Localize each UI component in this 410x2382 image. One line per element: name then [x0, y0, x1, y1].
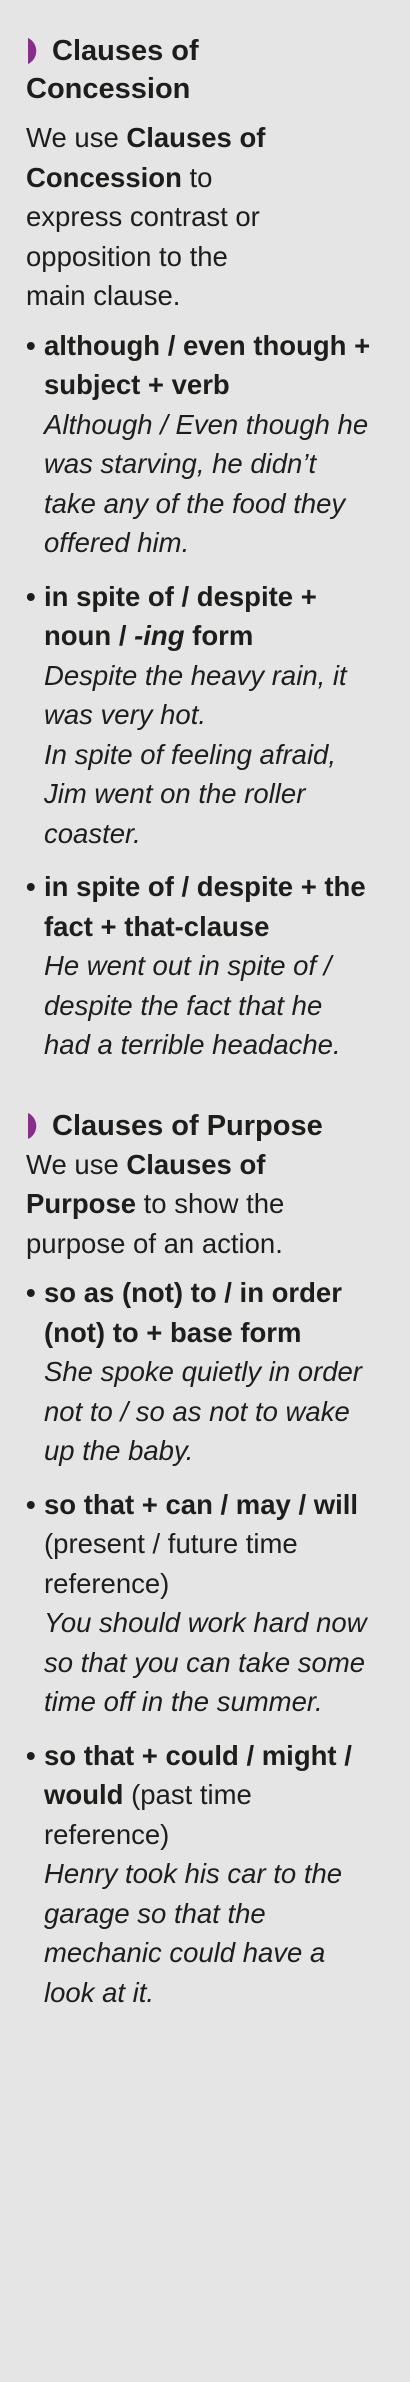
rule-part: in spite of / despite + noun / — [44, 580, 317, 651]
bullet-icon: • — [26, 329, 36, 361]
rule-text: in spite of / despite + the fact + that-clause — [44, 871, 366, 942]
rule-note: (past time reference) — [44, 1779, 252, 1850]
purpose-rules-list — [26, 1273, 410, 2012]
example-text: In spite of feeling afraid, Jim went on the roller coaster. — [44, 738, 336, 849]
list-item — [26, 1273, 374, 1471]
purpose-heading-text: Clauses of Purpose — [52, 1109, 323, 1142]
rule-text: although / even though + subject + verb — [44, 329, 371, 400]
rule-note: (present / future time reference) — [44, 1528, 298, 1599]
rule-text: so that + could / might / would — [44, 1739, 352, 1810]
rule-text — [44, 581, 317, 652]
list-item — [26, 326, 374, 563]
rule-part-italic: -ing — [134, 620, 185, 651]
intro-term: Clauses of Purpose — [26, 1148, 266, 1219]
example-text: He went out in spite of / despite the fact that he had a terrible headache. — [44, 950, 341, 1060]
concession-heading-text: Clauses of — [52, 35, 199, 67]
example-text: She spoke quietly in order not to / so as not to wake up the baby. — [44, 1356, 362, 1466]
intro-text: to express contrast or opposition to the main clause. — [26, 161, 260, 311]
list-item — [26, 577, 374, 854]
concession-section — [26, 32, 410, 1065]
list-item — [26, 1485, 374, 1722]
purpose-intro — [26, 1145, 326, 1264]
rule-text: so as (not) to / in order (not) to + base form — [44, 1277, 342, 1348]
example-text: You should work hard now so that you can take some time off in the summer. — [44, 1607, 367, 1717]
example-text: Despite the heavy rain, it was very hot. — [44, 659, 347, 730]
heading-marker-icon — [26, 1113, 38, 1139]
purpose-heading — [26, 1107, 382, 1145]
intro-term: Clauses of Concession — [26, 122, 266, 193]
intro-text: We use — [26, 1148, 127, 1180]
list-item — [26, 1736, 374, 2013]
bullet-icon: • — [26, 580, 36, 612]
rule-text: so that + can / may / will — [44, 1488, 359, 1520]
bullet-icon: • — [26, 1277, 36, 1308]
concession-heading-text-cont: Concession — [26, 73, 191, 105]
section-spacer — [26, 1079, 410, 1107]
heading-marker-icon — [26, 38, 38, 64]
rule-part: form — [184, 620, 254, 651]
concession-rules-list — [26, 326, 410, 1065]
bullet-icon: • — [26, 1488, 36, 1520]
purpose-section — [26, 1107, 410, 2013]
concession-heading — [26, 32, 382, 108]
bullet-icon: • — [26, 1739, 36, 1771]
example-text: Although / Even though he was starving, he didn’t take any of the food they offered him. — [44, 408, 369, 558]
list-item — [26, 867, 374, 1065]
intro-text: We use — [26, 122, 127, 153]
example-text: Henry took his car to the garage so that the mechanic could have a look at it. — [44, 1858, 343, 2008]
bullet-icon: • — [26, 871, 36, 902]
intro-text: to show the purpose of an action. — [26, 1188, 285, 1259]
concession-intro — [26, 118, 286, 316]
